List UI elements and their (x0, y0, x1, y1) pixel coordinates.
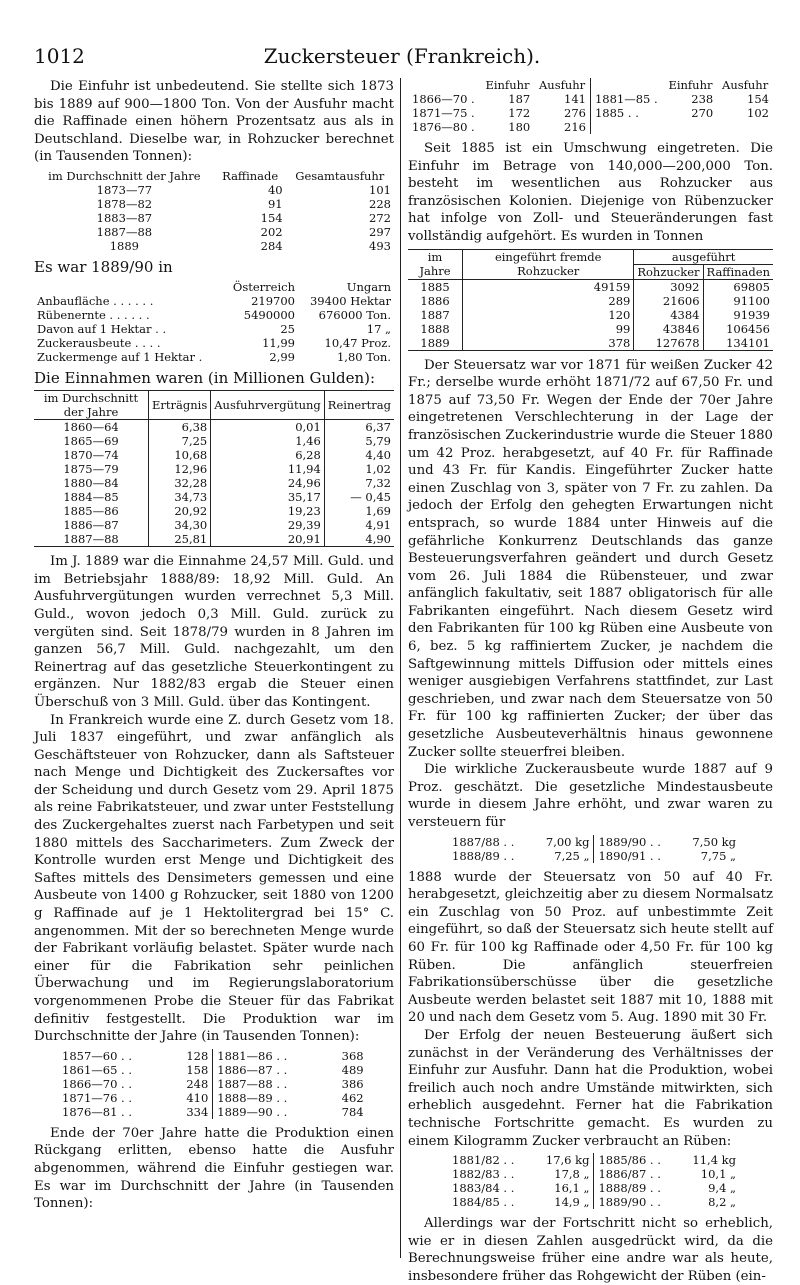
paragraph: 1888 wurde der Steuersatz von 50 auf 40 Fr. herabgesetzt, gleichzeitig aber zu diesem Normalsatz ein Zuschlag von 50 Proz. auf unbestimmte Zeit eingeführt, so daß der Steuersatz sich heute stellt auf 60 Fr. für 100 kg Raffinade oder 4,50 Fr. für 100 kg Rüben. Die anfänglich steuerfreien Fabrikationsüberschüsse über die gesetzliche Ausbeute werden belastet seit 1887 mit 10, 1888 mit 20 und nach dem Gesetz vom 5. Aug. 1890 mit 30 Fr. (408, 869, 773, 1026)
table-row: 1875—79 12,96 11,94 1,02 (34, 462, 394, 476)
paragraph: Seit 1885 ist ein Umschwung eingetreten. Die Einfuhr im Betrage von 140,000—200,000 Ton. besteht im wesentlichen aus Rohzucker aus französischen Kolonien. Diejenige von Rübenzucker hat infolge von Zoll- und Steueränderungen fast vollständig aufgehört. Es wurden in Tonnen (408, 141, 773, 244)
table-row: 1885 49159 3092 69805 (408, 279, 773, 294)
table-row: 1882/83 . . 17,8 „ 1886/87 . . 10,1 „ (452, 1167, 736, 1182)
table-row: 1888/89 . . 7,25 „ 1890/91 . . 7,75 „ (452, 848, 736, 863)
table-row: 1865—69 7,25 1,46 5,79 (34, 434, 394, 448)
table-row: 1887—88 25,81 20,91 4,90 (34, 532, 394, 547)
table-row: 1878—82 91 228 (96, 196, 391, 211)
column-divider (400, 78, 401, 1258)
paragraph: Die Einfuhr ist unbedeutend. Sie stellte sich 1873 bis 1889 auf 900—1800 Ton. Von der Ausfuhr macht die Raffinade einen höhern Prozentsatz aus als in Deutschland. Dieselbe war, in Rohzucker berechnet (in Tausenden Tonnen): (34, 79, 394, 165)
running-title: Zuckersteuer (Frankreich). (263, 44, 541, 68)
table-row: 1883/84 . . 16,1 „ 1888/89 . . 9,4 „ (452, 1181, 736, 1196)
trade-tons-table: im Jahre eingeführt fremde Rohzucker ausgeführt Rohzucker Raffinaden 1885 49159 3092 69805 1886 289 21606 91100 1887 120 4384 91939 1888 99 43846 106456 1889 378 127678 134101 (408, 249, 773, 351)
table-row: 1884—85 34,73 35,17 — 0,45 (34, 490, 394, 504)
table-row: 1871—75 . 172 276 1885 . . 270 102 (412, 106, 769, 120)
table-row: 1876—81 . . 334 1889—90 . . 784 (62, 1104, 364, 1119)
revenue-table: im Durchschnitt der Jahre Erträgnis Ausfuhrvergütung Reinertrag 1860—64 6,38 0,01 6,37 1865—69 7,25 1,46 5,79 1870—74 10,68 6,28 4,40 1875—79 12,96 11,94 1,02 1880—84 32,28 24,96 7,32 1884—85 34,73 35,17 — 0,45 1885—86 20,92 19,23 1,69 1886—87 34,30 29,39 4,91 1887—88 25,81 20,91 4,90 (34, 390, 394, 547)
paragraph: In Frankreich wurde eine Z. durch Gesetz vom 18. Juli 1837 eingeführt, und zwar anfänglich als Geschäftsteuer von Rohzucker, dann als Saftsteuer nach Menge und Dichtigkeit des Zuckersaftes vor der Scheidung und durch Gesetz vom 29. April 1875 als reine Fabrikatsteuer, und zwar unter Feststellung des Zuckergehaltes zuerst nach Farbetypen und seit 1880 mittels des Saccharimeters. Zum Zweck der Kontrolle wurden erst Menge und Dichtigkeit des Saftes mittels des Densimeters gemessen und eine Ausbeute von 1400 g Rohzucker, seit 1880 von 1200 g Raffinade auf je 1 Hektolitergrad bei 15° C. angenommen. Mit der so berechneten Menge wurde der Fabrikant vorläufig belastet. Später wurde nach einer für die Fabrikation sehr peinlichen Überwachung und im Regierungslaboratorium vorgenommenen Probe die Steuer für das Fabrikat definitiv festgestellt. Die Produktion war im Durchschnitte der Jahre (in Tausenden Tonnen): (34, 712, 394, 1045)
table-row: Rübenernte . . . . . . 5490000 676000 Ton. (37, 307, 391, 322)
paragraph: Die wirkliche Zuckerausbeute wurde 1887 auf 9 Proz. geschätzt. Die gesetzliche Mindestausbeute wurde in diesem Jahre erhöht, und zwar waren zu versteuern für (408, 762, 773, 830)
table-row: 1866—70 . 187 141 1881—85 . 238 154 (412, 92, 769, 106)
paragraph: Ende der 70er Jahre hatte die Produktion einen Rückgang erlitten, ebenso hatte die Ausfuhr abgenommen, während die Einfuhr gestiegen war. Es war im Durchschnitt der Jahre (in Tausenden Tonnen): (34, 1125, 394, 1212)
table-row: Zuckermenge auf 1 Hektar . 2,99 1,80 Ton. (37, 349, 391, 364)
table-row: 1881/82 . . 17,6 kg 1885/86 . . 11,4 kg (452, 1153, 736, 1168)
paragraph: Im J. 1889 war die Einnahme 24,57 Mill. Guld. und im Betriebsjahr 1888/89: 18,92 Mill. Guld. An Ausfuhrvergütungen wurden verrechnet 5,3 Mill. Guld., wovon jedoch 0,3 Mill. Guld. zurück zu vergüten sind. Seit 1878/79 wurden in 8 Jahren im ganzen 56,7 Mill. Guld. nachgezahlt, um den Reinertrag auf das gesetzliche Steuerkontingent zu ergänzen. Nur 1882/83 ergab die Steuer einen Überschuß von 3 Mill. Guld. über das Kontingent. (34, 554, 394, 710)
table-row: 1887 120 4384 91939 (408, 308, 773, 322)
table-row: 1889 378 127678 134101 (408, 336, 773, 351)
table-row: 1866—70 . . 248 1887—88 . . 386 (62, 1076, 364, 1091)
min-yield-table (448, 835, 740, 863)
table-row: 1887/88 . . 7,00 kg 1889/90 . . 7,50 kg (452, 834, 736, 849)
table-row: 1885—86 20,92 19,23 1,69 (34, 504, 394, 518)
page-header (34, 44, 770, 70)
table-row: 1860—64 6,38 0,01 6,37 (34, 420, 394, 435)
import-export-table: Einfuhr Ausfuhr Einfuhr Ausfuhr 1866—70 . 187 141 1881—85 . 238 154 1871—75 . 172 276 1885 . . 270 102 1876—80 . 180 216 (408, 78, 773, 134)
table-row: 1861—65 . . 158 1886—87 . . 489 (62, 1062, 364, 1077)
table-row: 1876—80 . 180 216 (408, 120, 773, 134)
beet-consumption-table (448, 1153, 740, 1209)
section-heading: Es war 1889/90 in (34, 257, 173, 276)
table-row: 1883—87 154 272 (96, 210, 391, 225)
table-row: 1886—87 34,30 29,39 4,91 (34, 518, 394, 532)
table-row: 1889 284 493 (109, 238, 391, 253)
table-row: 1857—60 . . 128 1881—86 . . 368 (62, 1048, 364, 1063)
table-row: 1871—76 . . 410 1888—89 . . 462 (62, 1090, 364, 1105)
page-number: 1012 (34, 44, 85, 68)
table-row: 1887—88 202 297 (96, 224, 391, 239)
right-column (408, 78, 773, 1285)
table-row: Zuckerausbeute . . . . 11,99 10,47 Proz. (37, 335, 391, 350)
table-row: 1870—74 10,68 6,28 4,40 (34, 448, 394, 462)
table-row: 1873—77 40 101 (96, 182, 391, 197)
table-row: Davon auf 1 Hektar . . 25 17 „ (37, 321, 391, 336)
section-heading: Die Einnahmen waren (in Millionen Gulden): (34, 368, 376, 387)
table-row: 1888 99 43846 106456 (408, 322, 773, 336)
table-row: 1880—84 32,28 24,96 7,32 (34, 476, 394, 490)
production-table (58, 1049, 368, 1119)
beet-table: Österreich Ungarn Anbaufläche . . . . . . 219700 39400 Hektar Rübenernte . . . . . . 5490000 676000 Ton. Davon auf 1 Hektar . . 25 17 „ Zuckerausbeute . . . . 11,99 10,47 Proz. Zuckermenge auf 1 Hektar . 2,99 1,80 Ton. (34, 280, 394, 364)
table-row: Anbaufläche . . . . . . 219700 39400 Hektar (37, 293, 391, 308)
table-row: 1884/85 . . 14,9 „ 1889/90 . . 8,2 „ (452, 1195, 736, 1210)
export-table: im Durchschnitt der Jahre Raffinade Gesamtausfuhr 1873—77 40 101 1878—82 91 228 1883—87 154 272 1887—88 202 297 1889 284 493 (34, 169, 394, 253)
paragraph: Allerdings war der Fortschritt nicht so erheblich, wie er in diesen Zahlen ausgedrückt wird, da die Berechnungsweise früher eine andre war als heute, insbesondere früher das Rohgewicht der Rüben (ein- (408, 1216, 773, 1284)
paragraph: Der Steuersatz war vor 1871 für weißen Zucker 42 Fr.; derselbe wurde erhöht 1871/72 auf 67,50 Fr. und 1875 auf 73,50 Fr. Wegen der Ende der 70er Jahre eingetretenen Verschlechterung in der Lage der französischen Zuckerindustrie wurde die Steuer 1880 um 42 Proz. herabgesetzt, auf 40 Fr. für Raffinade und 43 Fr. für Kandis. Eingeführter Zucker hatte einen Zuschlag von 3, später von 7 Fr. zu zahlen. Da jedoch der Erfolg den gehegten Erwartungen nicht entsprach, so wurde 1884 unter Hinweis auf die gefährliche Konkurrenz Deutschlands das ganze Besteuerungsverfahren geändert und durch Gesetz vom 26. Juli 1884 die Rübensteuer, und zwar anfänglich fakultativ, seit 1887 obligatorisch für alle Fabrikanten eingeführt. Nach diesem Gesetz wird den Fabrikanten für 100 kg Rüben eine Ausbeute von 6, bez. 5 kg raffiniertem Zucker, je nachdem die Saftgewinnung mittels Diffusion oder mittels eines weniger ausgiebigen Verfahrens stattfindet, zur Last geschrieben, und zwar nach dem Steuersatze von 50 Fr. für 100 kg raffinierten Zucker; der über das gesetzliche Ausbeuteverhältnis hinaus gewonnene Zucker sollte steuerfrei bleiben. (408, 357, 773, 760)
table-row: 1886 289 21606 91100 (408, 294, 773, 308)
left-column (34, 78, 394, 1213)
paragraph: Der Erfolg der neuen Besteuerung äußert sich zunächst in der Veränderung des Verhältnisses der Einfuhr zur Ausfuhr. Dann hat die Produktion, wobei freilich auch noch andre Umstände mitwirkten, sich erheblich ausgedehnt. Ferner hat die Fabrikation technische Fortschritte gemacht. Es wurden zu einem Kilogramm Zucker verbraucht an Rüben: (408, 1027, 773, 1149)
